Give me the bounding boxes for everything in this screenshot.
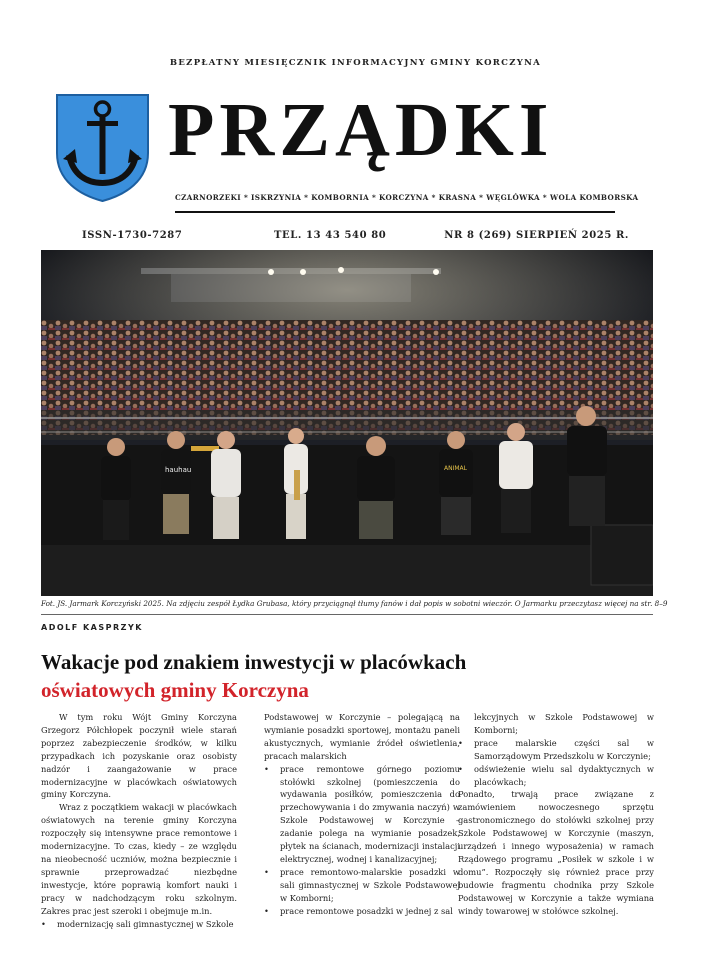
phone-number: TEL. 13 43 540 80 [274,230,387,241]
list-item: • odświeżenie wielu sal dydaktycznych w placówkach; [458,763,654,789]
coat-of-arms-anchor-icon [55,93,150,203]
section-rule [41,614,653,615]
paragraph: Ponadto, trwają prace związane z zamówieniem nowoczesnego sprzętu gastronomicznego do stołówki szkolnej przy Szkole Podstawowej w Korczynie (maszyn, urządzeń i innego wyposażenia) w ramach Rządowego programu „Posiłek w szkole i w domu”. Rozpoczęły się również prace przy budowie fragmentu chodnika przy Szkole Podstawowej w Korczynie a także wymiana windy towarowej w stołówce szkolnej. [458,789,654,916]
article-author: ADOLF KASPRZYK [41,623,143,632]
masthead-rule [175,211,615,213]
list-item: • prace remontowe górnego poziomu stołówki szkolnej (pomieszczenia do wydawania posiłków, pomieszczenia do przechowywania i do zmywania naczyń) w Szkole Podstawowej w Korczynie – zadanie polega na wymianie posadzek, płytek na ścianach, modernizacji instalacji elektrycznej, wodnej i kanalizacyjnej; [264,763,460,866]
shirt-text-animal: ANIMAL [444,465,467,472]
list-item: • modernizację sali gimnastycznej w Szkole [41,918,237,931]
paragraph: W tym roku Wójt Gminy Korczyna Grzegorz Półchłopek poczynił wiele starań poprzez zabezpieczenie środków, w kilku przypadkach ich pozyskanie oraz osobisty nadzór i zaangażowanie w prace modernizacyjne w placówkach oświatowych gminy Korczyna. [41,712,237,800]
list-item: • prace remontowo-malarskie posadzki w sali gimnastycznej w Szkole Podstawowej w Kombornі; [264,866,460,905]
villages-line: CZARNORZEKI * ISKRZYNIA * KOMBORNIA * KORCZYNA * KRASNA * WĘGLÓWKA * WOLA KOMBORSKA [175,193,639,202]
article-column-3 [458,711,654,918]
photo-caption: Fot. JS. Jarmark Korczyński 2025. Na zdjęciu zespół Łydka Grubasa, który przyciągnął tłumy fanów i dał popis w sobotni wieczór. O Jarmarku przeczytasz więcej na str. 8–9 [41,599,668,608]
issue-info: NR 8 (269) SIERPIEŃ 2025 R. [444,230,629,241]
work-list [264,763,460,918]
tagline: BEZPŁATNY MIESIĘCZNIK INFORMACYJNY GMINY KORCZYNA [169,58,542,68]
masthead-title: PRZĄDKI [168,88,554,172]
concert-photo [41,250,653,596]
paragraph: Podstawowej w Korczynie – polegającą na wymianie posadzki sportowej, montażu paneli akustycznych, wymianie źródeł oświetlenia, pracach malarskich [264,712,460,761]
issn-number: ISSN-1730-7287 [82,230,183,241]
list-item: lekcyjnych w Szkole Podstawowej w Komborni; [474,712,654,735]
article-headline-line2: oświatowych gminy Korczyna [41,678,309,702]
paragraph: Wraz z początkiem wakacji w placówkach oświatowych na terenie gminy Korczyna rozpoczęły się intensywne prace remontowe i modernizacyjne. To czas, kiedy – ze względu na nieobecność uczniów, można bezpiecznie i sprawnie przeprowadzać niezbędne inwestycje, które poprawią komfort nauki i pracy w nadchodzącym roku szkolnym. Zakres prac jest szeroki i obejmuje m.in. [41,802,237,916]
article-headline-line1: Wakacje pod znakiem inwestycji w placówkach [41,650,467,674]
shirt-text-hauhau: hauhau [165,466,192,474]
list-item: • prace remontowe posadzki w jednej z sal [264,905,460,918]
work-list [458,711,654,788]
article-column-2 [264,711,460,918]
work-list [41,918,237,931]
article-column-1 [41,711,237,930]
list-item: • prace malarskie części sal w Samorządowym Przedszkolu w Korczynie; [458,737,654,763]
